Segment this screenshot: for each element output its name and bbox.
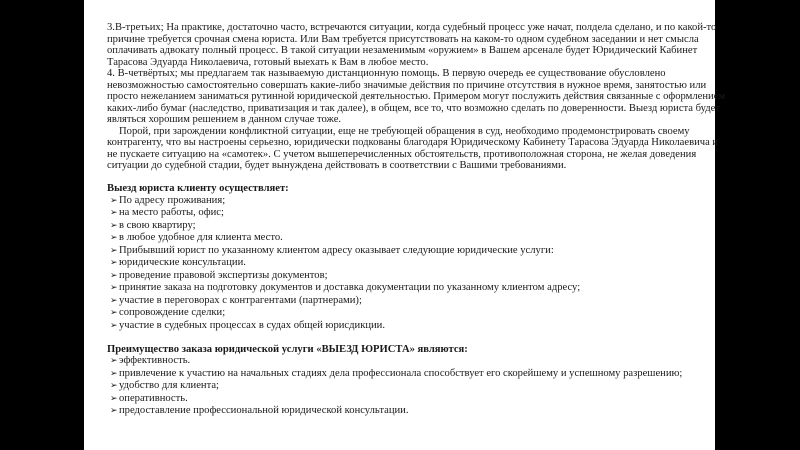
advantages-heading: Преимущество заказа юридической услуги «ВЫЕЗД ЮРИСТА» являются:: [107, 343, 468, 355]
list-item: ➢эффективность.: [110, 355, 191, 366]
spacer: [107, 172, 707, 184]
arrow-bullet-icon: ➢: [110, 283, 118, 293]
list-item: ➢По адресу проживания;: [110, 194, 226, 206]
text-line: Порой, при зарождении конфликтной ситуации, еще не требующей обращения в суд, необходимо продемонстрировать своему: [119, 125, 690, 137]
list-item: ➢оперативность.: [110, 392, 188, 404]
text-line: Тарасова Эдуарда Николаевича, готовый выехать к Вам в любое место.: [107, 56, 429, 68]
document-content: [107, 22, 726, 418]
arrow-bullet-icon: ➢: [110, 320, 118, 331]
arrow-bullet-icon: ➢: [110, 406, 118, 416]
arrow-bullet-icon: ➢: [110, 220, 118, 231]
arrow-bullet-icon: ➢: [110, 368, 118, 379]
list-item: ➢участие в судебных процессах в судах общей юрисдикции.: [110, 319, 386, 331]
list-item: ➢предоставление профессиональной юридической консультации.: [110, 405, 409, 416]
visit-section: [107, 183, 707, 332]
arrow-bullet-icon: ➢: [110, 356, 118, 366]
paragraph-fourth-point: [107, 68, 726, 126]
list-item: ➢удобство для клиента;: [110, 380, 219, 391]
arrow-bullet-icon: ➢: [110, 295, 118, 306]
list-item: ➢Прибывший юрист по указанному клиентом адресу оказывает следующие юридические услуги:: [110, 244, 554, 256]
visit-list: [107, 195, 707, 333]
arrow-bullet-icon: ➢: [110, 308, 118, 318]
arrow-bullet-icon: ➢: [110, 393, 118, 404]
arrow-bullet-icon: ➢: [110, 195, 118, 206]
list-item: ➢проведение правовой экспертизы документов;: [110, 269, 328, 281]
text-line: ситуации до судебной стадии, будет вынуждена действовать в соответствии с Вашими требованиями.: [107, 160, 567, 171]
text-line: просто нежеланием заниматься рутинной юридической деятельностью. Примером могут послужить действия связанные с оформлением: [107, 91, 726, 102]
paragraph-third-point: [107, 22, 717, 68]
arrow-bullet-icon: ➢: [110, 208, 118, 218]
text-line: 3.В-третьих; На практике, достаточно часто, встречаются ситуации, когда судебный процесс уже начат, полдела сделано, и по какой-то: [107, 22, 717, 33]
list-item: ➢участие в переговорах с контрагентами (партнерами);: [110, 294, 362, 306]
text-line: 4. В-четвёртых; мы предлагаем так называемую дистанционную помощь. В первую очередь ее существование обусловлено: [107, 68, 666, 79]
list-item: ➢сопровождение сделки;: [110, 307, 226, 318]
list-item: ➢принятие заказа на подготовку документов и доставка документации по указанному клиентом адресу;: [110, 282, 581, 293]
text-line: контрагенту, что вы настроены серьезно, юридически подкованы благодаря Юридическому Кабинету Тарасова Эдуарда Николаевича и: [107, 137, 719, 148]
text-line: являться хорошим решением в данном случае тоже.: [107, 114, 342, 125]
arrow-bullet-icon: ➢: [110, 381, 118, 391]
arrow-bullet-icon: ➢: [110, 270, 118, 281]
arrow-bullet-icon: ➢: [110, 245, 118, 256]
list-item: ➢в свою квартиру;: [110, 219, 196, 231]
arrow-bullet-icon: ➢: [110, 258, 118, 268]
text-line: каких-либо бумаг (наследство, приватизация и так далее), в общем, все то, что возможно сделать по доверенности. Выезд юриста будет: [107, 102, 720, 114]
list-item: ➢в любое удобное для клиента место.: [110, 232, 283, 243]
list-item: ➢привлечение к участию на начальных стадиях дела профессионала способствует его скорейшему и успешному разрешению;: [110, 367, 683, 379]
paragraph-conflict: [107, 125, 719, 172]
document-page: [84, 0, 726, 450]
advantages-section: [107, 344, 707, 418]
text-line: оплачивать адвокату полный процесс. В такой ситуации незаменимым «оружием» в Вашем арсенале будет Юридический Кабинет: [107, 45, 698, 56]
spacer: [107, 332, 707, 344]
arrow-bullet-icon: ➢: [110, 233, 118, 243]
visit-heading: Выезд юриста клиенту осуществляет:: [107, 183, 289, 194]
list-item: ➢юридические консультации.: [110, 257, 246, 268]
advantages-list: [107, 355, 707, 418]
text-line: невозможностью самостоятельно совершать какие-либо значимые действия по причине отсутствия в нужное время, занятостью или: [107, 79, 707, 91]
text-line: причине требуется срочная смена юриста. Или Вам требуется присутствовать на каком-то одном судебном заседании и нет смысла: [107, 33, 699, 45]
text-line: не пускаете ситуацию на «самотек». С учетом вышеперечисленных обстоятельств, противоположная сторона, не желая доведения: [107, 148, 697, 160]
list-item: ➢на место работы, офис;: [110, 207, 224, 218]
